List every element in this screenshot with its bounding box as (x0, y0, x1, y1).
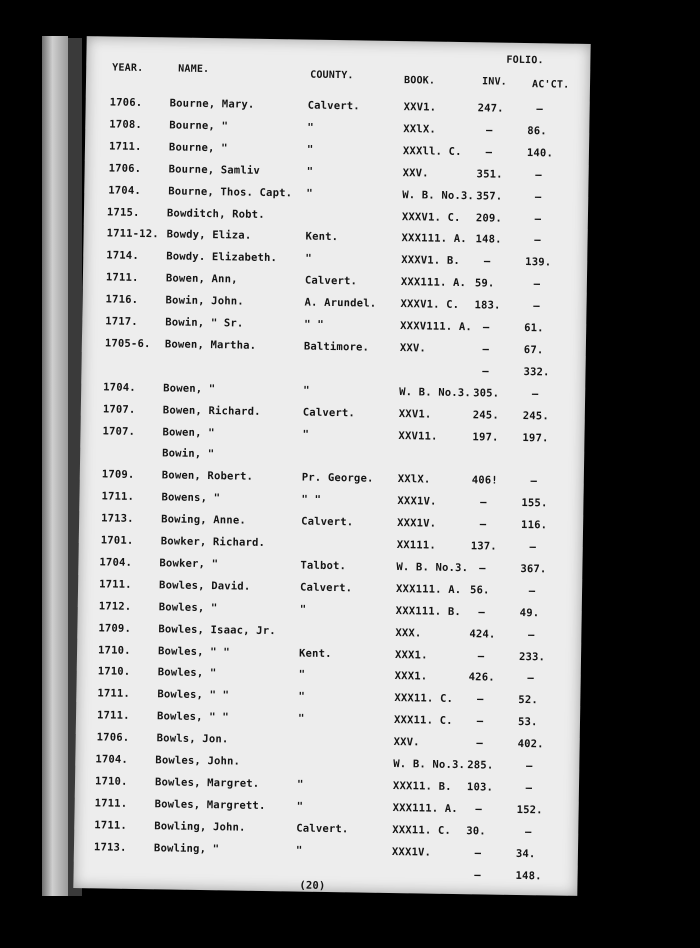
cell-name: Bowen, Richard. (162, 403, 261, 418)
cell-book: W. B. No.3. (393, 758, 466, 772)
cell-book: XXXV111. A. (400, 320, 473, 334)
cell-inv: — (482, 343, 490, 356)
cell-inv: 209. (475, 211, 503, 225)
cell-year: 1704. (99, 556, 133, 569)
cell-inv: 183. (474, 299, 501, 312)
cell-county: " (305, 252, 312, 265)
cell-book: XXX1V. (397, 517, 437, 530)
cell-inv: — (477, 649, 485, 662)
cell-year: 1707. (102, 402, 136, 416)
cell-acct: 116. (521, 519, 548, 532)
cell-name: Bowin, John. (165, 294, 244, 308)
cell-year: 1709. (98, 621, 132, 635)
cell-year: 1707. (102, 424, 136, 438)
cell-year: 1711. (108, 140, 142, 153)
cell-year: 1711. (96, 709, 130, 723)
cell-inv: 103. (466, 781, 494, 794)
cell-book: XXXll. C. (402, 144, 462, 158)
header-folio: FOLIO. (506, 54, 544, 67)
cell-name: Bowles, Margrett. (154, 798, 266, 812)
header-inv: INV. (481, 76, 508, 88)
cell-inv: — (485, 146, 493, 159)
cell-acct: 49. (519, 606, 540, 619)
cell-name: Bowin, " Sr. (165, 316, 244, 330)
cell-year: 1714. (106, 249, 139, 263)
cell-book: XXX11. C. (394, 692, 454, 706)
cell-acct: — (525, 781, 533, 795)
cell-inv: 148. (475, 233, 502, 247)
cell-inv: — (476, 693, 484, 706)
cell-inv: — (474, 846, 482, 859)
cell-acct: — (535, 168, 542, 181)
cell-name: Bowles, " (158, 600, 218, 614)
cell-county: " (307, 121, 314, 134)
cell-county: " (306, 165, 314, 178)
cell-book: XXXV1. C. (400, 298, 460, 312)
cell-acct: — (529, 541, 537, 554)
cell-acct: 197. (522, 431, 549, 444)
cell-inv: 56. (469, 583, 490, 597)
cell-inv: 30. (466, 824, 486, 838)
cell-name: Bowen, Ann, (165, 272, 238, 286)
cell-book: XXXV1. B. (401, 254, 461, 268)
cell-acct: — (524, 825, 532, 838)
cell-acct: 148. (515, 869, 542, 882)
cell-book: XXV. (399, 341, 427, 355)
ledger-table (87, 36, 591, 882)
cell-acct: — (528, 628, 535, 641)
cell-year: 1716. (105, 293, 139, 307)
cell-book: XXX111. B. (395, 604, 462, 618)
cell-county: A. Arundel. (304, 296, 377, 310)
cell-year: 1711-12. (106, 227, 159, 241)
cell-inv: — (479, 562, 486, 575)
cell-year: 1706. (109, 96, 143, 109)
cell-inv: 137. (470, 540, 497, 553)
cell-county: Calvert. (307, 99, 360, 113)
cell-name: Bowling, John. (154, 819, 246, 834)
cell-year: 1711. (105, 271, 139, 285)
cell-book: W. B. No.3. (399, 385, 472, 399)
cell-name: Bowles, Isaac, Jr. (158, 622, 276, 637)
cell-name: Bourne, " (169, 119, 229, 133)
cell-name: Bowdy. Elizabeth. (166, 250, 278, 265)
cell-inv: — (476, 715, 484, 728)
cell-acct: — (536, 103, 543, 116)
cell-inv: — (482, 365, 489, 378)
cell-book: XXXV1. C. (401, 210, 461, 224)
cell-inv: 351. (476, 167, 503, 181)
cell-county: Calvert. (301, 515, 354, 529)
cell-book: XXX11. C. (393, 714, 453, 728)
cell-year: 1704. (108, 184, 142, 197)
cell-name: Bowker, " (159, 557, 219, 571)
cell-year: 1715. (106, 205, 140, 219)
cell-inv: 357. (476, 189, 503, 203)
cell-acct: 53. (517, 716, 538, 729)
cell-county: Calvert. (299, 581, 353, 595)
cell-acct: — (530, 475, 538, 488)
cell-year: 1713. (93, 840, 127, 854)
cell-name: Bowles, Margret. (154, 776, 260, 790)
cell-name: Bourne, Samliv (168, 163, 261, 177)
cell-name: Bowing, Anne. (161, 513, 247, 527)
cell-year: 1710. (94, 775, 128, 788)
cell-book: XX111. (396, 539, 436, 552)
cell-inv: 424. (469, 627, 496, 641)
cell-name: Bowen, " (163, 382, 216, 395)
cell-year: 1710. (97, 643, 131, 657)
cell-inv: 247. (477, 102, 504, 115)
cell-book: XXX111. A. (392, 801, 458, 815)
cell-year: 1706. (108, 162, 142, 175)
cell-inv: — (480, 496, 487, 509)
cell-book: XXV1. (403, 101, 437, 114)
cell-book: XXV1. (398, 407, 432, 421)
cell-acct: 402. (517, 738, 544, 751)
cell-acct: — (528, 584, 536, 598)
cell-inv: 245. (472, 408, 500, 422)
cell-name: Bourne, " (168, 141, 228, 155)
cell-acct: 34. (515, 847, 536, 860)
cell-year: 1706. (96, 731, 130, 744)
cell-name: Bowles, " (157, 666, 217, 680)
cell-year: 1711. (94, 797, 128, 810)
cell-acct: — (534, 190, 542, 203)
cell-book: XXlX. (397, 473, 431, 486)
cell-name: Bowls, Jon. (156, 732, 229, 746)
cell-year: 1701. (100, 534, 134, 547)
cell-year: 1712. (98, 600, 132, 613)
cell-year: 1708. (109, 118, 143, 131)
cell-book: XXV11. (398, 429, 438, 443)
cell-book: XXX111. A. (400, 276, 467, 290)
cell-book: XXX1. (394, 648, 428, 662)
cell-book: W. B. No.3. (402, 188, 475, 202)
cell-acct: 61. (524, 322, 544, 335)
cell-acct: — (533, 278, 541, 291)
cell-book: XXV. (393, 736, 420, 749)
cell-acct: — (534, 212, 542, 225)
cell-county: " (306, 187, 313, 200)
cell-year: 1704. (103, 381, 136, 394)
cell-county: Kent. (305, 230, 339, 244)
cell-county: " (296, 778, 304, 791)
cell-year: 1704. (95, 753, 129, 766)
cell-acct: 332. (523, 365, 550, 379)
cell-inv: 285. (467, 759, 494, 772)
cell-county: " (303, 384, 310, 397)
cell-book: XXX111. A. (395, 582, 462, 596)
cell-acct: 245. (522, 409, 550, 422)
header-year: YEAR. (112, 62, 144, 74)
cell-county: Pr. George. (301, 471, 374, 485)
cell-acct: 67. (523, 343, 544, 357)
cell-name: Bourne, Mary. (169, 97, 255, 111)
cell-name: Bowles, " " (156, 710, 229, 724)
cell-name: Bowdy, Eliza. (166, 228, 252, 243)
ledger-page (73, 36, 590, 896)
cell-county: Calvert. (302, 406, 356, 419)
cell-county: " (295, 844, 303, 857)
cell-inv: — (478, 606, 486, 619)
cell-name: Bowin, " (162, 447, 215, 461)
cell-year: 1711. (101, 490, 135, 504)
binding-edge (42, 36, 68, 896)
cell-year: 1705-6. (104, 337, 151, 351)
cell-name: Bowles, " " (157, 644, 230, 658)
cell-name: Bowditch, Robt. (166, 206, 265, 221)
cell-county: " (306, 143, 314, 156)
cell-year: 1717. (105, 315, 138, 328)
cell-name: Bowen, Martha. (164, 338, 257, 352)
cell-acct: 152. (516, 803, 543, 817)
cell-inv: — (483, 255, 491, 268)
cell-name: Bowens, " (161, 491, 221, 505)
cell-year: 1709. (101, 468, 135, 482)
cell-name: Bowles, " " (157, 688, 230, 702)
cell-inv: — (476, 737, 484, 750)
cell-inv: 59. (474, 277, 495, 290)
cell-county: " (298, 690, 305, 703)
cell-inv: — (482, 321, 490, 334)
cell-acct: 233. (518, 650, 546, 663)
cell-acct: — (531, 387, 539, 400)
cell-county: " (297, 712, 305, 725)
cell-county: Baltimore. (303, 340, 370, 354)
cell-book: XXX. (395, 626, 422, 640)
cell-county: " (298, 668, 306, 681)
cell-inv: — (475, 803, 482, 816)
cell-name: Bowling, " (153, 841, 220, 855)
cell-year: 1711. (97, 687, 131, 701)
cell-book: XXX11. B. (392, 779, 452, 793)
cell-book: XXX1V. (397, 495, 437, 508)
cell-year: 1711. (94, 818, 128, 832)
cell-year: 1711. (99, 578, 132, 591)
cell-name: Bowen, " (162, 425, 215, 439)
cell-inv: — (485, 124, 493, 137)
cell-county: Calvert. (304, 274, 358, 288)
cell-book: XXX11. C. (392, 823, 452, 837)
cell-acct: 155. (521, 497, 548, 510)
cell-acct: — (534, 234, 541, 247)
cell-acct: 86. (527, 124, 547, 138)
page-number: (20) (299, 879, 326, 892)
cell-acct: 140. (526, 146, 554, 160)
cell-county: Talbot. (300, 559, 347, 573)
cell-county: Kent. (298, 647, 332, 660)
cell-inv: 406! (471, 474, 498, 487)
cell-name: Bowles, John. (155, 754, 241, 768)
cell-acct: 139. (525, 256, 552, 269)
cell-book: W. B. No.3. (396, 560, 469, 575)
cell-book: XXlX. (403, 122, 437, 136)
cell-year: 1713. (101, 512, 134, 525)
header-county: COUNTY. (310, 69, 354, 82)
cell-name: Bourne, Thos. Capt. (168, 184, 293, 199)
header-acct: AC'CT. (531, 79, 570, 91)
cell-inv: 426. (468, 671, 495, 684)
cell-acct: 367. (520, 562, 547, 576)
cell-acct: — (533, 300, 540, 313)
cell-book: XXX1. (394, 670, 428, 683)
cell-acct: — (527, 672, 535, 685)
cell-county: " " (304, 318, 324, 331)
cell-book: XXV. (402, 166, 429, 180)
cell-county: Calvert. (296, 822, 349, 835)
cell-book: XXX1V. (391, 845, 432, 859)
cell-book: XXX111. A. (401, 232, 467, 246)
cell-name: Bowen, Robert. (161, 469, 254, 484)
cell-acct: 52. (518, 694, 539, 707)
cell-inv: 197. (472, 430, 499, 444)
cell-county: " (299, 603, 307, 616)
cell-inv: 305. (473, 386, 500, 400)
header-name: NAME. (178, 63, 210, 76)
cell-county: " " (301, 493, 322, 507)
cell-inv: — (474, 868, 481, 881)
cell-county: " (296, 800, 304, 813)
cell-name: Bowker, Richard. (160, 535, 266, 549)
cell-name: Bowles, David. (159, 579, 251, 593)
cell-inv: — (479, 518, 487, 531)
cell-acct: — (525, 760, 533, 773)
cell-year: 1710. (97, 665, 131, 679)
cell-county: " (302, 428, 310, 441)
header-book: BOOK. (403, 75, 436, 87)
